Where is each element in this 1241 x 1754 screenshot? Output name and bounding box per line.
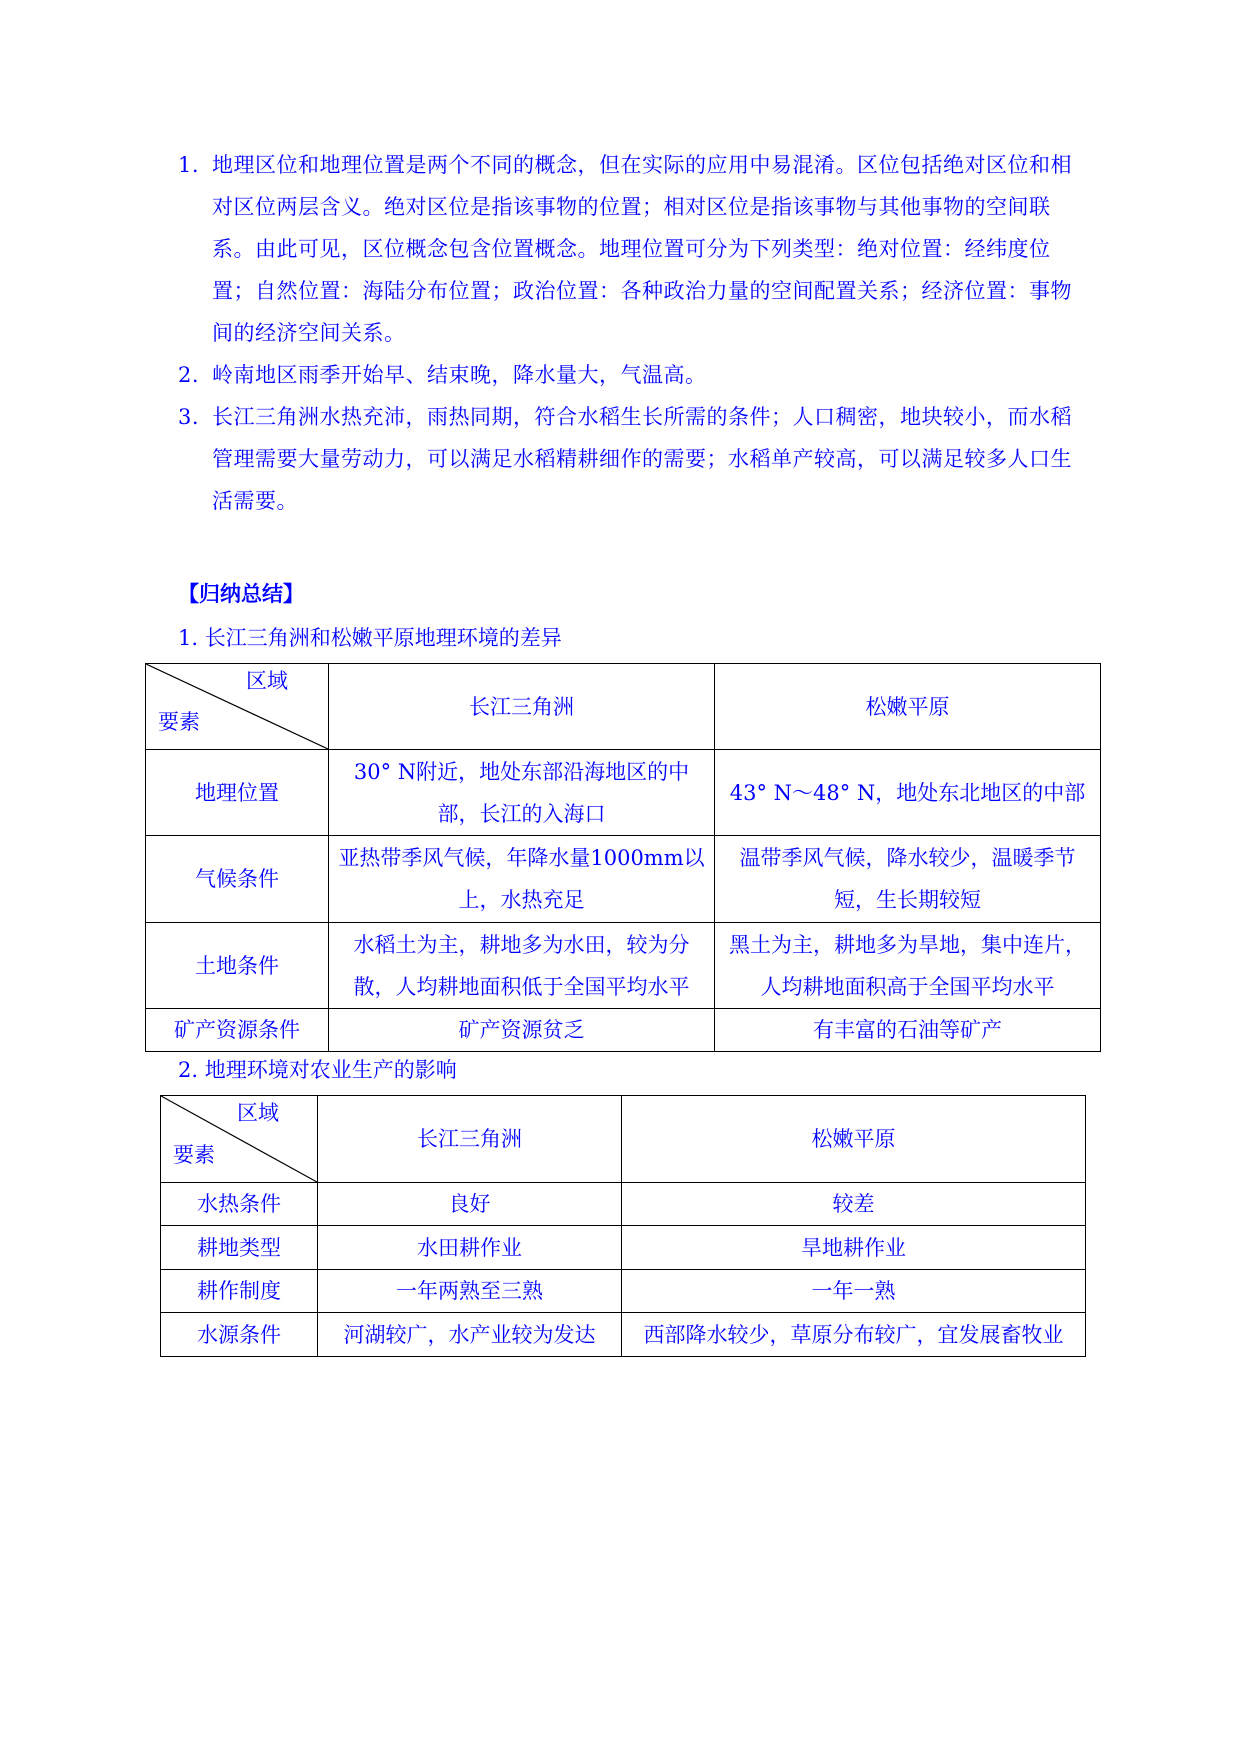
table-row [161,1226,1086,1270]
table-row [161,1270,1086,1313]
corner-label-region: 区域 [237,1101,279,1125]
row-label: 耕地类型 [161,1226,318,1270]
answer-item-1 [170,144,1080,354]
table-row [161,1183,1086,1226]
table-cell: 良好 [318,1183,622,1226]
table-header-row [161,1096,1086,1183]
table-cell: 一年一熟 [622,1270,1086,1313]
comparison-table-environment [145,663,1101,1052]
table-row [146,1009,1101,1052]
row-label: 水热条件 [161,1183,318,1226]
row-label: 地理位置 [146,750,329,836]
table-cell: 一年两熟至三熟 [318,1270,622,1313]
answer-number: 1. [178,153,200,177]
table-cell: 西部降水较少，草原分布较广，宜发展畜牧业 [622,1313,1086,1357]
table-cell: 河湖较广，水产业较为发达 [318,1313,622,1357]
table1-caption: 1. 长江三角洲和松嫩平原地理环境的差异 [178,626,562,650]
row-label: 土地条件 [146,923,329,1009]
table-row [146,923,1101,1009]
table-cell: 43° N～48° N，地处东北地区的中部 [715,750,1101,836]
table-cell: 黑土为主，耕地多为旱地，集中连片，人均耕地面积高于全国平均水平 [715,923,1101,1009]
table-corner-cell [161,1096,318,1183]
answer-item-2 [170,354,1080,396]
diagonal-line-icon [146,664,328,749]
table-cell: 有丰富的石油等矿产 [715,1009,1101,1052]
row-label: 矿产资源条件 [146,1009,329,1052]
answer-text: 地理区位和地理位置是两个不同的概念，但在实际的应用中易混淆。区位包括绝对区位和相对区位两层含义。绝对区位是指该事物的位置；相对区位是指该事物与其他事物的空间联系。由此可见，区位概念包含位置概念。地理位置可分为下列类型：绝对位置：经纬度位置；自然位置：海陆分布位置；政治位置：各种政治力量的空间配置关系；经济位置：事物间的经济空间关系。 [212,153,1072,345]
table-row [146,836,1101,923]
row-label: 气候条件 [146,836,329,923]
table2-caption: 2. 地理环境对农业生产的影响 [178,1058,457,1082]
answer-number: 3. [178,405,200,429]
answer-list [170,144,1080,522]
table-cell: 温带季风气候，降水较少，温暖季节短，生长期较短 [715,836,1101,923]
corner-label-factor: 要素 [158,710,200,734]
table-cell: 亚热带季风气候，年降水量1000mm以上，水热充足 [329,836,715,923]
table-cell: 30° N附近，地处东部沿海地区的中部，长江的入海口 [329,750,715,836]
table-cell: 矿产资源贫乏 [329,1009,715,1052]
table-cell: 较差 [622,1183,1086,1226]
comparison-table-agriculture [160,1095,1086,1357]
answer-number: 2. [178,363,200,387]
answer-text: 岭南地区雨季开始早、结束晚，降水量大，气温高。 [212,363,707,387]
column-header-songnen: 松嫩平原 [715,664,1101,750]
table-cell: 旱地耕作业 [622,1226,1086,1270]
column-header-songnen: 松嫩平原 [622,1096,1086,1183]
column-header-yangtze: 长江三角洲 [318,1096,622,1183]
corner-label-region: 区域 [246,669,288,693]
summary-heading: 【归纳总结】 [178,581,304,606]
table-row [146,750,1101,836]
table-header-row [146,664,1101,750]
answer-text: 长江三角洲水热充沛，雨热同期，符合水稻生长所需的条件；人口稠密，地块较小，而水稻管理需要大量劳动力，可以满足水稻精耕细作的需要；水稻单产较高，可以满足较多人口生活需要。 [212,405,1072,513]
row-label: 耕作制度 [161,1270,318,1313]
answer-item-3 [170,396,1080,522]
table-corner-cell [146,664,329,750]
table-cell: 水稻土为主，耕地多为水田，较为分散，人均耕地面积低于全国平均水平 [329,923,715,1009]
table-cell: 水田耕作业 [318,1226,622,1270]
column-header-yangtze: 长江三角洲 [329,664,715,750]
row-label: 水源条件 [161,1313,318,1357]
corner-label-factor: 要素 [173,1143,215,1167]
table-row [161,1313,1086,1357]
